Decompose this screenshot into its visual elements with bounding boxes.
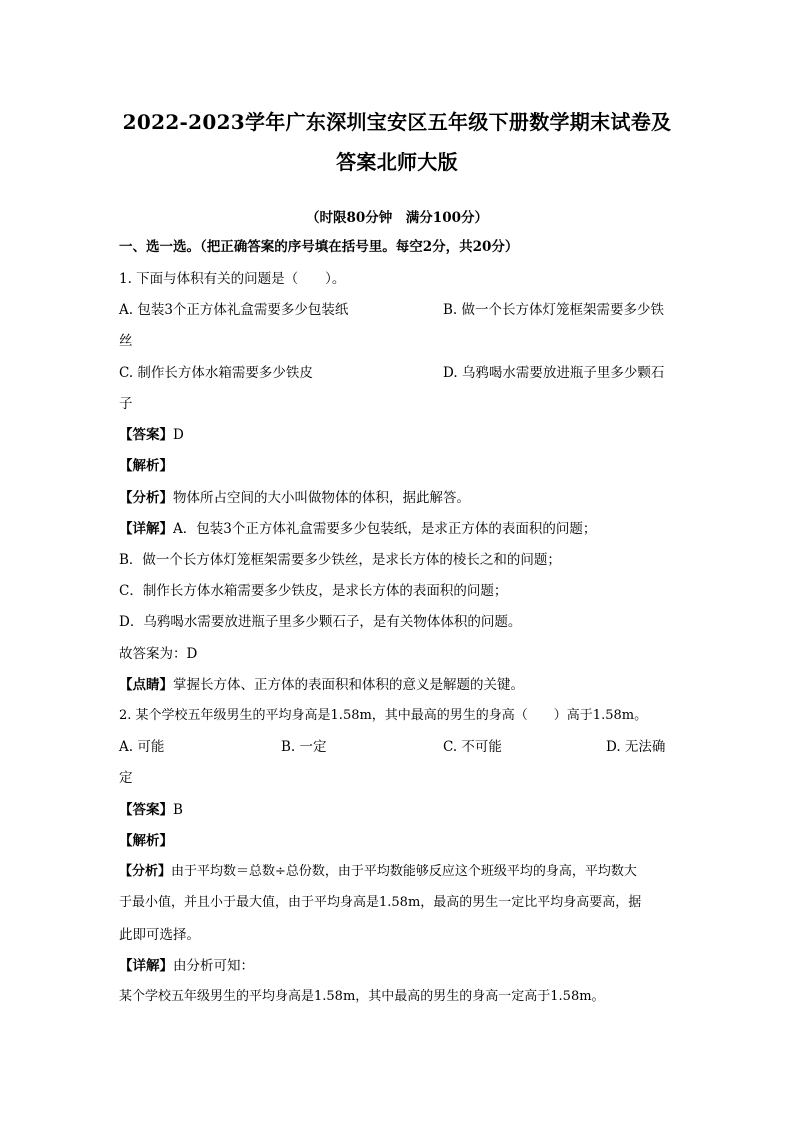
xiangjie-text: 由分析可知：	[173, 958, 254, 974]
question-1-xiangjie-c: C．制作长方体水箱需要多少铁皮，是求长方体的表面积的问题；	[119, 583, 508, 599]
question-2-fenxi-line-1	[119, 863, 637, 881]
answer-tag: 【答案】	[119, 802, 173, 818]
question-1-xiangjie-b: B．做一个长方体灯笼框架需要多少铁丝，是求长方体的棱长之和的问题；	[119, 552, 561, 568]
question-2-option-c: C. 不可能	[443, 739, 502, 755]
question-1-conclusion: 故答案为：D	[119, 646, 198, 662]
question-2-answer	[119, 801, 183, 819]
question-2-fenxi-line-3: 此即可选择。	[119, 927, 200, 943]
question-2-conclusion: 某个学校五年级男生的平均身高是1.58m，其中最高的男生的身高一定高于1.58m。	[119, 989, 605, 1004]
question-2-stem: 2. 某个学校五年级男生的平均身高是1.58m，其中最高的男生的身高（ ）高于1.58m。	[119, 708, 648, 723]
fenxi-tag: 【分析】	[119, 490, 173, 506]
question-2-xiangjie	[119, 957, 254, 975]
question-1-option-d-continued: 子	[119, 396, 133, 412]
answer-tag: 【答案】	[119, 427, 173, 443]
answer-value: D	[173, 427, 184, 443]
answer-value: B	[173, 802, 183, 818]
question-1-dianjing	[119, 676, 524, 694]
xiangjie-tag: 【详解】	[119, 958, 173, 974]
question-1-option-a: A. 包装3个正方体礼盒需要多少包装纸	[119, 302, 349, 318]
question-1-xiangjie-a	[119, 520, 596, 538]
xiangjie-tag: 【详解】	[119, 521, 173, 537]
question-2-analysis-tag: 【解析】	[119, 833, 173, 849]
document-title-line-1: 2022-2023学年广东深圳宝安区五年级下册数学期末试卷及	[122, 110, 672, 134]
question-2-option-d: D. 无法确	[606, 739, 666, 755]
question-1-answer	[119, 426, 184, 444]
document-title-line-2: 答案北师大版	[336, 150, 458, 174]
question-1-fenxi	[119, 489, 470, 507]
section-heading: 一、选一选。（把正确答案的序号填在括号里。每空2分，共20分）	[119, 239, 519, 255]
fenxi-text: 由于平均数＝总数÷总份数，由于平均数能够反应这个班级平均的身高，平均数大	[171, 864, 637, 879]
question-1-xiangjie-d: D．乌鸦喝水需要放进瓶子里多少颗石子，是有关物体体积的问题。	[119, 614, 522, 630]
question-1-stem: 1. 下面与体积有关的问题是（ ）。	[119, 271, 346, 287]
exam-time-limit: （时限80分钟 满分100分）	[306, 210, 488, 226]
question-1-option-b: B. 做一个长方体灯笼框架需要多少铁	[443, 302, 665, 318]
question-2-option-a: A. 可能	[119, 739, 165, 755]
dianjing-text: 掌握长方体、正方体的表面积和体积的意义是解题的关键。	[173, 677, 524, 693]
question-1-option-c: C. 制作长方体水箱需要多少铁皮	[119, 365, 313, 381]
question-2-option-d-continued: 定	[119, 770, 133, 786]
fenxi-tag: 【分析】	[119, 864, 172, 879]
dianjing-tag: 【点睛】	[119, 677, 173, 693]
fenxi-text: 物体所占空间的大小叫做物体的体积，据此解答。	[173, 490, 470, 506]
question-1-analysis-tag: 【解析】	[119, 458, 173, 474]
question-2-option-b: B. 一定	[281, 739, 327, 755]
question-1-option-b-continued: 丝	[119, 333, 133, 349]
xiangjie-text: A．包装3个正方体礼盒需要多少包装纸，是求正方体的表面积的问题；	[173, 521, 597, 537]
question-1-option-d: D. 乌鸦喝水需要放进瓶子里多少颗石	[443, 365, 665, 381]
question-2-fenxi-line-2: 于最小值，并且小于最大值，由于平均身高是1.58m，最高的男生一定比平均身高要高，据	[119, 895, 642, 910]
